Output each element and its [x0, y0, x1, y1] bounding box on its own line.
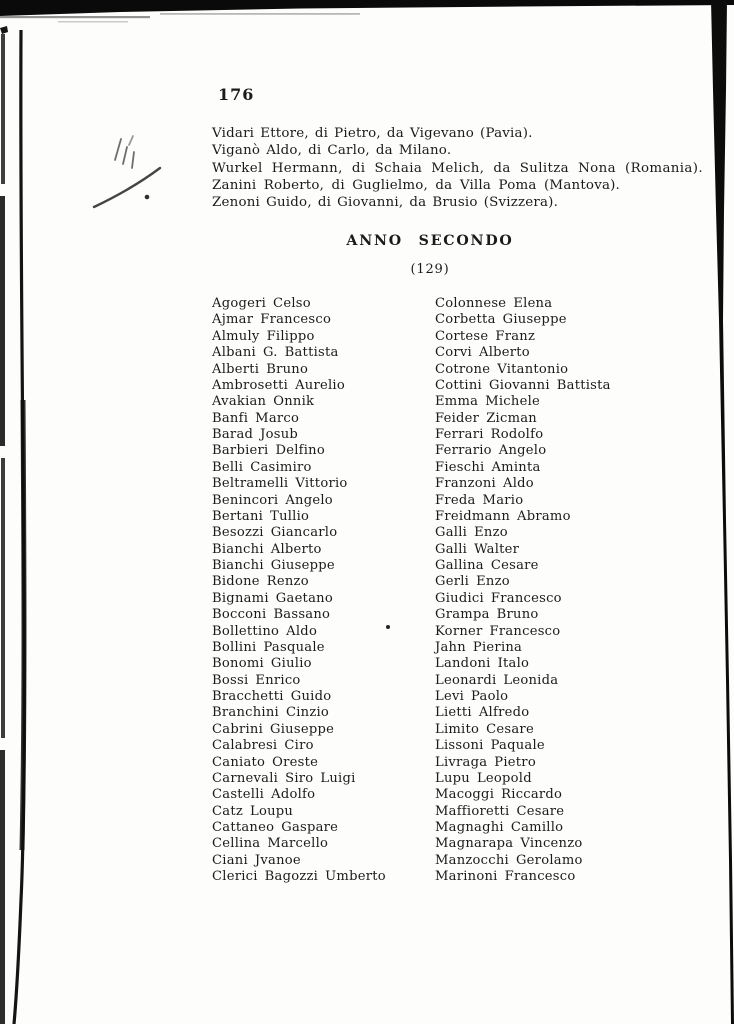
- intro-block: [212, 125, 703, 211]
- name-entry: Bianchi Giuseppe: [212, 558, 335, 573]
- name-entry: Almuly Filippo: [212, 328, 315, 344]
- name-entry: Gerli Enzo: [435, 574, 510, 590]
- top-scan-streak: [160, 13, 360, 15]
- name-entry: Cabrini Giuseppe: [212, 721, 335, 737]
- name-entry: Barad Josub: [212, 427, 299, 442]
- name-entry: Bonomi Giulio: [212, 656, 312, 672]
- section-count: (129): [410, 262, 450, 277]
- page-number: 176: [218, 85, 255, 104]
- name-entry: Corbetta Giuseppe: [435, 312, 567, 328]
- name-entry: Clerici Bagozzi Umberto: [212, 869, 386, 885]
- name-entry: Bocconi Bassano: [212, 607, 331, 623]
- names-column-right: [435, 296, 611, 886]
- name-entry: Catz Loupu: [212, 803, 294, 819]
- name-entry: Magnaghi Camillo: [435, 820, 564, 835]
- name-entry: Ajmar Francesco: [212, 312, 332, 328]
- name-entry: Korner Francesco: [435, 623, 561, 639]
- name-entry: Bossi Enrico: [212, 672, 301, 688]
- name-entry: Lupu Leopold: [435, 770, 532, 786]
- name-entry: Cottini Giovanni Battista: [435, 377, 611, 393]
- top-scan-edge: [0, 0, 734, 16]
- name-entry: Cortese Franz: [435, 328, 536, 344]
- left-scan-edge-outer: [0, 26, 8, 34]
- name-entry: Caniato Oreste: [212, 754, 319, 770]
- name-entry: Levi Paolo: [435, 689, 509, 704]
- name-entry: Bollettino Aldo: [212, 623, 318, 639]
- intro-line: Viganò Aldo, di Carlo, da Milano.: [212, 143, 452, 159]
- name-entry: Belli Casimiro: [212, 459, 312, 475]
- name-entry: Livraga Pietro: [435, 754, 536, 770]
- intro-line: Vidari Ettore, di Pietro, da Vigevano (Pavia).: [212, 126, 533, 141]
- top-scan-streak: [0, 16, 150, 18]
- name-entry: Freidmann Abramo: [435, 508, 571, 524]
- top-scan-streak: [58, 21, 128, 23]
- name-entry: Marinoni Francesco: [435, 869, 576, 885]
- name-entry: Besozzi Giancarlo: [212, 525, 338, 541]
- pencil-dot: [145, 195, 150, 200]
- name-entry: Leonardi Leonida: [435, 672, 559, 688]
- intro-line: Zenoni Guido, di Giovanni, da Brusio (Svizzera).: [212, 195, 559, 211]
- name-entry: Cattaneo Gaspare: [212, 820, 339, 835]
- name-entry: Ferrario Angelo: [435, 443, 547, 459]
- name-entry: Ferrari Rodolfo: [435, 427, 544, 442]
- name-entry: Manzocchi Gerolamo: [435, 852, 583, 868]
- name-entry: Emma Michele: [435, 394, 541, 410]
- names-column-left: [212, 296, 386, 886]
- left-scan-edge-outer: [0, 196, 5, 446]
- name-entry: Avakian Onnik: [212, 394, 315, 410]
- name-entry: Albani G. Battista: [212, 345, 339, 361]
- left-scan-edge-inner: [14, 30, 24, 1024]
- name-entry: Galli Walter: [435, 541, 520, 557]
- name-entry: Magnarapa Vincenzo: [435, 836, 583, 852]
- name-entry: Bollini Pasquale: [212, 639, 325, 655]
- name-entry: Beltramelli Vittorio: [212, 476, 348, 492]
- name-entry: Gallina Cesare: [435, 558, 539, 573]
- name-entry: Grampa Bruno: [435, 607, 539, 623]
- left-scan-edge-inner: [22, 400, 24, 850]
- name-entry: Bracchetti Guido: [212, 689, 332, 704]
- left-scan-edge-outer: [0, 750, 5, 1024]
- left-scan-edge-outer: [1, 34, 5, 184]
- name-entry: Corvi Alberto: [435, 345, 530, 361]
- name-entry: Landoni Italo: [435, 656, 530, 672]
- name-entry: Galli Enzo: [435, 525, 508, 541]
- name-entry: Branchini Cinzio: [212, 705, 330, 721]
- name-entry: Freda Mario: [435, 492, 524, 508]
- name-entry: Giudici Francesco: [435, 590, 562, 606]
- name-entry: Alberti Bruno: [212, 361, 309, 377]
- pencil-stroke: [94, 168, 160, 207]
- right-scan-edge: [711, 0, 734, 1024]
- name-entry: Cellina Marcello: [212, 836, 329, 852]
- name-entry: Bignami Gaetano: [212, 590, 333, 606]
- name-entry: Jahn Pierina: [435, 639, 523, 655]
- left-scan-edge-outer: [1, 458, 5, 738]
- name-entry: Franzoni Aldo: [435, 476, 534, 492]
- name-entry: Colonnese Elena: [435, 296, 553, 311]
- name-entry: Bertani Tullio: [212, 508, 310, 524]
- name-entry: Agogeri Celso: [212, 296, 311, 311]
- name-entry: Bidone Renzo: [212, 574, 309, 590]
- name-entry: Maffioretti Cesare: [435, 803, 565, 819]
- name-entry: Benincori Angelo: [212, 492, 333, 508]
- name-entry: Banfi Marco: [212, 410, 300, 426]
- name-entry: Calabresi Ciro: [212, 738, 314, 754]
- name-entry: Fieschi Aminta: [435, 459, 541, 475]
- name-entry: Barbieri Delfino: [212, 443, 325, 459]
- name-entry: Ciani Jvanoe: [212, 852, 301, 868]
- ink-dot: [386, 625, 390, 629]
- name-entry: Lietti Alfredo: [435, 705, 530, 721]
- name-entry: Carnevali Siro Luigi: [212, 770, 356, 786]
- name-entry: Feider Zicman: [435, 410, 537, 426]
- section-title: ANNO SECONDO: [346, 233, 514, 249]
- intro-line: Zanini Roberto, di Guglielmo, da Villa Poma (Mantova).: [212, 177, 621, 193]
- name-entry: Lissoni Paquale: [435, 738, 545, 754]
- name-entry: Ambrosetti Aurelio: [212, 377, 345, 393]
- intro-line: Wurkel Hermann, di Schaia Melich, da Sulitza Nona (Romania).: [212, 160, 703, 176]
- name-entry: Bianchi Alberto: [212, 541, 322, 557]
- name-entry: Castelli Adolfo: [212, 787, 316, 803]
- name-entry: Cotrone Vitantonio: [435, 361, 569, 377]
- name-entry: Limito Cesare: [435, 721, 534, 737]
- pencil-marks: [115, 136, 134, 168]
- name-entry: Macoggi Riccardo: [435, 787, 563, 803]
